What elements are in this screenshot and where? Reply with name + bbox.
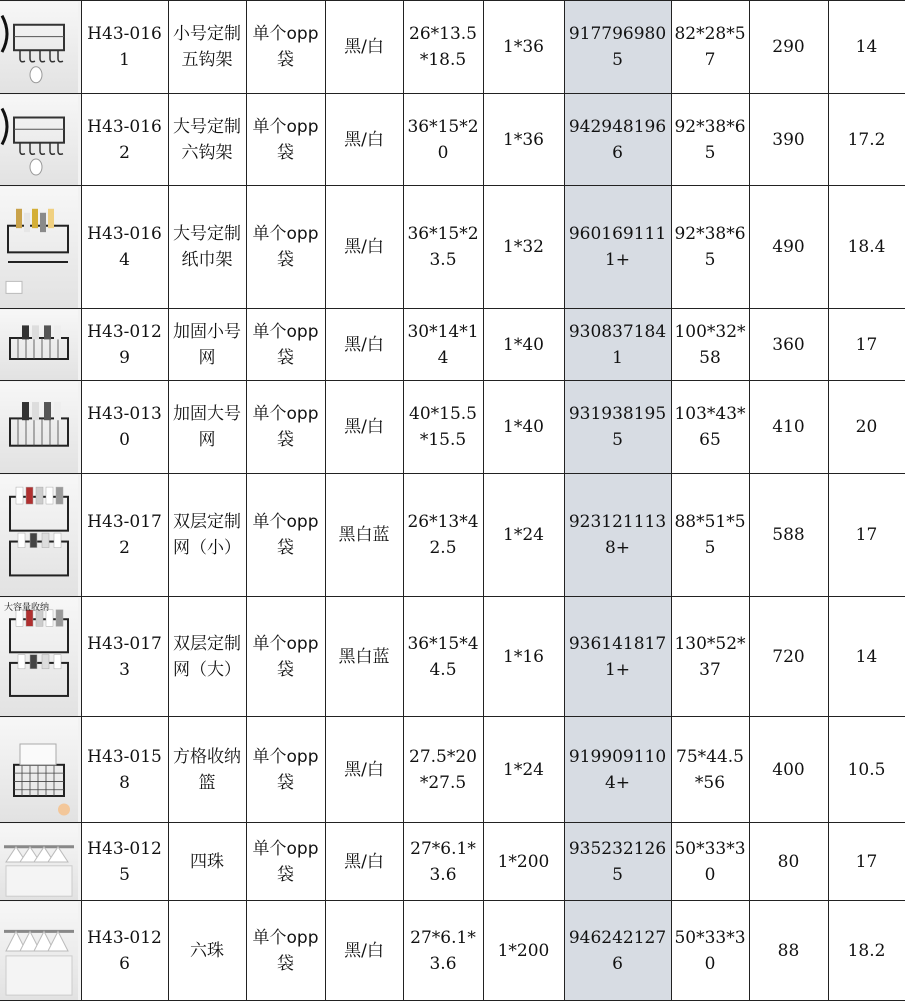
table-row xyxy=(0,1,905,94)
packaging-cell: 单个opp袋 xyxy=(246,381,325,474)
product-name-cell: 六珠 xyxy=(168,901,246,1001)
carton-size-cell: 88*51*55 xyxy=(671,474,749,597)
table-row xyxy=(0,901,905,1001)
price-cell: 14 xyxy=(828,1,905,94)
price-cell: 17 xyxy=(828,474,905,597)
product-name-cell: 大号定制纸巾架 xyxy=(168,186,246,309)
product-image-cell xyxy=(0,186,81,309)
price-cell: 17 xyxy=(828,823,905,901)
size-cell: 36*15*44.5 xyxy=(403,597,483,717)
packaging-cell: 单个opp袋 xyxy=(246,597,325,717)
product-image-cell xyxy=(0,94,81,186)
color-cell: 黑白蓝 xyxy=(325,474,403,597)
pack-quantity-cell: 1*36 xyxy=(483,1,564,94)
barcode-cell: 9352321265 xyxy=(564,823,671,901)
product-image-cell xyxy=(0,381,81,474)
weight-cell: 720 xyxy=(749,597,828,717)
size-cell: 27.5*20*27.5 xyxy=(403,717,483,823)
pack-quantity-cell: 1*32 xyxy=(483,186,564,309)
barcode-cell: 9601691111+ xyxy=(564,186,671,309)
price-cell: 17.2 xyxy=(828,94,905,186)
weight-cell: 410 xyxy=(749,381,828,474)
shelf-icon xyxy=(0,187,78,308)
hook-rack-icon xyxy=(0,95,78,185)
product-image-cell xyxy=(0,823,81,901)
carton-size-cell: 50*33*30 xyxy=(671,823,749,901)
product-code-cell: H43-0158 xyxy=(81,717,168,823)
packaging-cell: 单个opp袋 xyxy=(246,186,325,309)
product-name-cell: 大号定制六钩架 xyxy=(168,94,246,186)
carton-size-cell: 100*32*58 xyxy=(671,309,749,381)
table-row xyxy=(0,717,905,823)
color-cell: 黑/白 xyxy=(325,901,403,1001)
table-row xyxy=(0,94,905,186)
size-cell: 27*6.1*3.6 xyxy=(403,823,483,901)
product-code-cell: H43-0125 xyxy=(81,823,168,901)
double-shelf-icon xyxy=(0,598,78,716)
packaging-cell: 单个opp袋 xyxy=(246,1,325,94)
price-cell: 18.4 xyxy=(828,186,905,309)
carton-size-cell: 92*38*65 xyxy=(671,94,749,186)
price-cell: 18.2 xyxy=(828,901,905,1001)
barcode-cell: 9462421276 xyxy=(564,901,671,1001)
size-cell: 30*14*14 xyxy=(403,309,483,381)
product-name-cell: 加固大号网 xyxy=(168,381,246,474)
carton-size-cell: 82*28*57 xyxy=(671,1,749,94)
table-row xyxy=(0,381,905,474)
color-cell: 黑/白 xyxy=(325,1,403,94)
product-name-cell: 小号定制五钩架 xyxy=(168,1,246,94)
pack-quantity-cell: 1*40 xyxy=(483,381,564,474)
weight-cell: 360 xyxy=(749,309,828,381)
pack-quantity-cell: 1*24 xyxy=(483,717,564,823)
table-row xyxy=(0,823,905,901)
table-row xyxy=(0,186,905,309)
pack-quantity-cell: 1*36 xyxy=(483,94,564,186)
color-cell: 黑/白 xyxy=(325,823,403,901)
table-row xyxy=(0,309,905,381)
double-shelf-icon xyxy=(0,475,78,596)
size-cell: 26*13*42.5 xyxy=(403,474,483,597)
product-name-cell: 方格收纳篮 xyxy=(168,717,246,823)
product-code-cell: H43-0173 xyxy=(81,597,168,717)
product-code-cell: H43-0172 xyxy=(81,474,168,597)
product-image-cell xyxy=(0,901,81,1001)
product-image-cell xyxy=(0,474,81,597)
price-cell: 20 xyxy=(828,381,905,474)
weight-cell: 490 xyxy=(749,186,828,309)
packaging-cell: 单个opp袋 xyxy=(246,823,325,901)
barcode-cell: 9319381955 xyxy=(564,381,671,474)
price-cell: 17 xyxy=(828,309,905,381)
hanger-icon xyxy=(0,824,78,900)
size-cell: 36*15*23.5 xyxy=(403,186,483,309)
product-name-cell: 加固小号网 xyxy=(168,309,246,381)
weight-cell: 390 xyxy=(749,94,828,186)
packaging-cell: 单个opp袋 xyxy=(246,94,325,186)
carton-size-cell: 50*33*30 xyxy=(671,901,749,1001)
price-cell: 10.5 xyxy=(828,717,905,823)
packaging-cell: 单个opp袋 xyxy=(246,474,325,597)
product-name-cell: 双层定制网（小） xyxy=(168,474,246,597)
price-cell: 14 xyxy=(828,597,905,717)
product-image-cell xyxy=(0,309,81,381)
basket-icon xyxy=(0,310,78,380)
thumb-title: 大容量收纳 xyxy=(4,602,50,613)
barcode-cell: 9361418171+ xyxy=(564,597,671,717)
barcode-cell: 9308371841 xyxy=(564,309,671,381)
product-image-cell xyxy=(0,597,81,717)
weight-cell: 88 xyxy=(749,901,828,1001)
table-row xyxy=(0,474,905,597)
barcode-cell: 9177969805 xyxy=(564,1,671,94)
barcode-cell: 9199091104+ xyxy=(564,717,671,823)
product-table-body xyxy=(0,1,905,1001)
color-cell: 黑白蓝 xyxy=(325,597,403,717)
packaging-cell: 单个opp袋 xyxy=(246,901,325,1001)
weight-cell: 290 xyxy=(749,1,828,94)
color-cell: 黑/白 xyxy=(325,717,403,823)
product-name-cell: 双层定制网（大） xyxy=(168,597,246,717)
product-code-cell: H43-0126 xyxy=(81,901,168,1001)
pack-quantity-cell: 1*200 xyxy=(483,901,564,1001)
packaging-cell: 单个opp袋 xyxy=(246,309,325,381)
carton-size-cell: 92*38*65 xyxy=(671,186,749,309)
table-row xyxy=(0,597,905,717)
product-image-cell xyxy=(0,1,81,94)
product-code-cell: H43-0164 xyxy=(81,186,168,309)
hanger-icon xyxy=(0,902,78,1000)
size-cell: 36*15*20 xyxy=(403,94,483,186)
product-image-cell xyxy=(0,717,81,823)
color-cell: 黑/白 xyxy=(325,309,403,381)
color-cell: 黑/白 xyxy=(325,94,403,186)
grid-basket-icon xyxy=(0,718,78,822)
barcode-cell: 9231211138+ xyxy=(564,474,671,597)
packaging-cell: 单个opp袋 xyxy=(246,717,325,823)
size-cell: 40*15.5*15.5 xyxy=(403,381,483,474)
weight-cell: 588 xyxy=(749,474,828,597)
product-code-cell: H43-0130 xyxy=(81,381,168,474)
hook-rack-icon xyxy=(0,2,78,93)
product-code-cell: H43-0129 xyxy=(81,309,168,381)
basket-icon xyxy=(0,382,78,473)
pack-quantity-cell: 1*24 xyxy=(483,474,564,597)
size-cell: 26*13.5*18.5 xyxy=(403,1,483,94)
weight-cell: 400 xyxy=(749,717,828,823)
product-code-cell: H43-0162 xyxy=(81,94,168,186)
size-cell: 27*6.1*3.6 xyxy=(403,901,483,1001)
carton-size-cell: 75*44.5*56 xyxy=(671,717,749,823)
barcode-cell: 9429481966 xyxy=(564,94,671,186)
product-name-cell: 四珠 xyxy=(168,823,246,901)
color-cell: 黑/白 xyxy=(325,381,403,474)
color-cell: 黑/白 xyxy=(325,186,403,309)
product-code-cell: H43-0161 xyxy=(81,1,168,94)
carton-size-cell: 130*52*37 xyxy=(671,597,749,717)
pack-quantity-cell: 1*40 xyxy=(483,309,564,381)
weight-cell: 80 xyxy=(749,823,828,901)
carton-size-cell: 103*43*65 xyxy=(671,381,749,474)
pack-quantity-cell: 1*200 xyxy=(483,823,564,901)
pack-quantity-cell: 1*16 xyxy=(483,597,564,717)
